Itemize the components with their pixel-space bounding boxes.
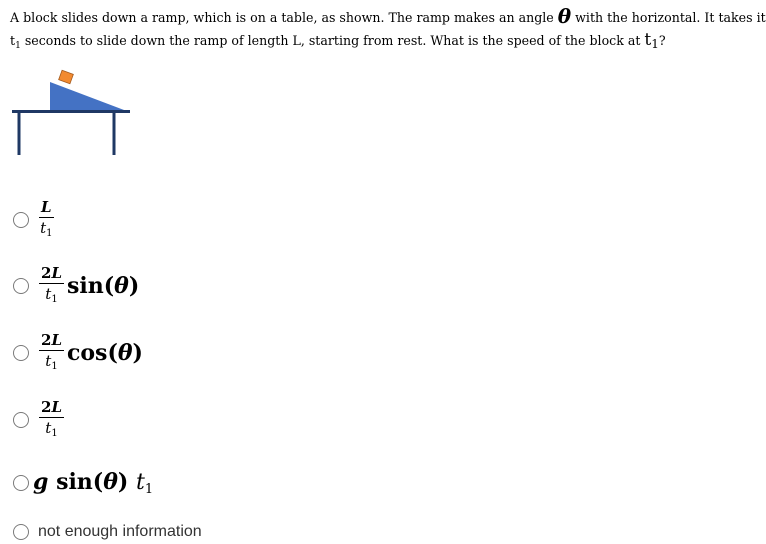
radio-button[interactable]	[13, 524, 29, 540]
question-text	[10, 4, 766, 58]
fraction: $\frac{L}{t_1}$	[40, 198, 53, 239]
radio-button[interactable]	[13, 212, 29, 228]
radio-button[interactable]	[13, 412, 29, 428]
question-line-2: $t_1$ seconds to slide down the ramp of length L, starting from rest. What is the speed of the block at $t_1$?	[10, 30, 666, 51]
option-2l-over-t1[interactable]	[13, 400, 64, 439]
fraction: $\frac{2L}{t_1}$	[41, 264, 62, 305]
t1-question-symbol: $t_1$	[644, 30, 659, 51]
radio-button[interactable]	[13, 475, 29, 491]
radio-button[interactable]	[13, 278, 29, 294]
option-l-over-t1[interactable]	[13, 200, 54, 239]
option-2l-over-t1-sin[interactable]	[13, 266, 139, 305]
option-2l-over-t1-cos[interactable]	[13, 333, 143, 372]
option-math	[39, 200, 54, 239]
fraction: $\frac{2L}{t_1}$	[41, 331, 62, 372]
t1-inline: $t_1$	[10, 33, 21, 51]
fraction: $\frac{2L}{t_1}$	[41, 398, 62, 439]
ramp	[50, 82, 124, 110]
question-line-1: A block slides down a ramp, which is on a table, as shown. The ramp makes an angle θ with the horizontal. It takes it	[10, 4, 766, 28]
option-math	[39, 266, 139, 305]
option-math: g sin(θ) t1	[33, 469, 154, 497]
option-label: not enough information	[38, 523, 202, 540]
option-math	[39, 333, 143, 372]
radio-button[interactable]	[13, 345, 29, 361]
cosine-function: cos(θ)	[66, 339, 143, 366]
theta-symbol: θ	[557, 4, 572, 28]
option-g-sin-t1[interactable]	[13, 469, 153, 497]
block	[59, 70, 74, 84]
option-not-enough-information[interactable]	[13, 523, 202, 541]
ramp-figure	[12, 66, 132, 160]
option-math	[39, 400, 64, 439]
sine-function: sin(θ)	[66, 272, 140, 299]
